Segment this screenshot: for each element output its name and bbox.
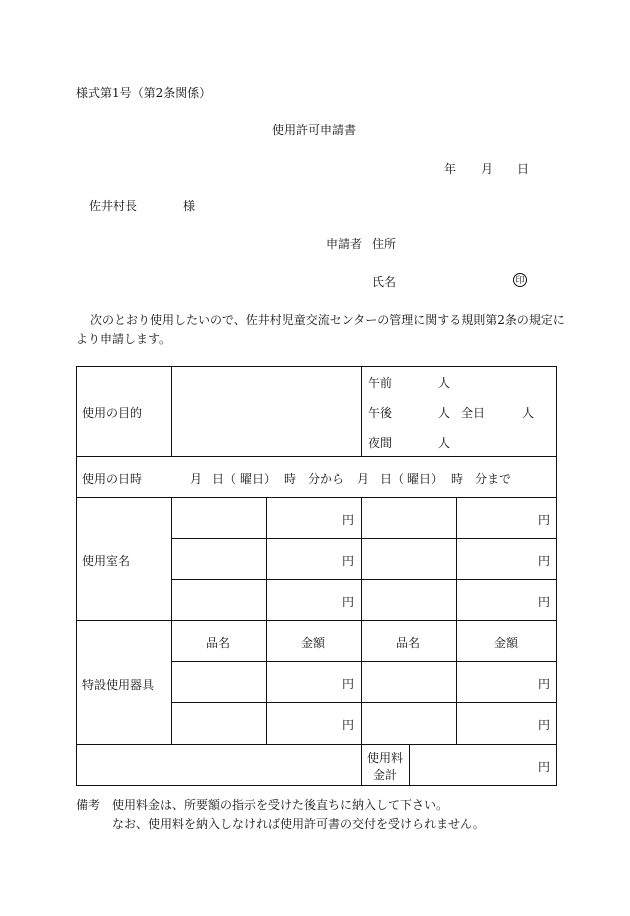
table-divider xyxy=(171,497,172,744)
addressee-name: 佐井村長 xyxy=(89,199,138,213)
table-divider xyxy=(76,497,557,498)
table-border-bottom xyxy=(76,785,557,786)
yen-unit: 円 xyxy=(538,718,551,732)
datetime-day: 日（ xyxy=(380,472,405,486)
table-divider xyxy=(171,538,557,539)
table-divider xyxy=(76,456,557,457)
address-label: 住所 xyxy=(372,237,397,251)
attendance-person-unit: 人 xyxy=(438,406,451,420)
attendance-person-unit: 人 xyxy=(438,436,451,450)
datetime-label: 使用の日時 xyxy=(82,472,143,486)
table-divider xyxy=(409,744,410,785)
yen-unit: 円 xyxy=(538,677,551,691)
attendance-person-unit: 人 xyxy=(438,376,451,390)
datetime-hour: 時 xyxy=(451,472,464,486)
attendance-morning-label: 午前 xyxy=(368,376,393,390)
table-divider xyxy=(456,497,457,744)
yen-unit: 円 xyxy=(538,513,551,527)
datetime-weekday: 曜日） xyxy=(407,472,444,486)
datetime-hour: 時 xyxy=(284,472,297,486)
table-border-left xyxy=(76,366,77,786)
attendance-night-label: 夜間 xyxy=(368,436,393,450)
table-divider xyxy=(171,661,557,662)
table-divider xyxy=(361,366,362,456)
table-divider xyxy=(171,579,557,580)
intro-line-1: 次のとおり使用したいので、佐井村児童交流センターの管理に関する規則第2条の規定に xyxy=(90,313,565,327)
yen-unit: 円 xyxy=(538,554,551,568)
table-divider xyxy=(76,744,557,745)
date-month-label: 月 xyxy=(481,162,494,176)
purpose-label: 使用の目的 xyxy=(82,406,143,420)
table-divider xyxy=(171,702,557,703)
yen-unit: 円 xyxy=(342,513,355,527)
datetime-month: 月 xyxy=(190,472,203,486)
form-title: 使用許可申請書 xyxy=(272,123,357,137)
yen-unit: 円 xyxy=(342,718,355,732)
table-divider xyxy=(171,366,172,456)
date-year-label: 年 xyxy=(444,162,457,176)
equipment-label: 特設使用器具 xyxy=(82,678,155,692)
name-label: 氏名 xyxy=(372,275,397,289)
total-yen-unit: 円 xyxy=(538,760,551,774)
table-divider xyxy=(76,620,557,621)
addressee-suffix: 様 xyxy=(183,199,196,213)
notes-label: 備考 xyxy=(76,798,101,812)
attendance-fullday-label: 全日 xyxy=(461,406,486,420)
applicant-label: 申請者 xyxy=(326,237,363,251)
seal-icon: 印 xyxy=(513,273,527,287)
table-divider xyxy=(361,497,362,785)
table-border-top xyxy=(76,366,557,367)
yen-unit: 円 xyxy=(342,677,355,691)
yen-unit: 円 xyxy=(538,595,551,609)
amount-header: 金額 xyxy=(301,636,326,650)
form-number: 様式第1号（第2条関係） xyxy=(76,86,212,100)
table-border-right xyxy=(556,366,557,786)
item-header: 品名 xyxy=(206,636,231,650)
intro-line-2: より申請します。 xyxy=(76,332,172,346)
yen-unit: 円 xyxy=(342,554,355,568)
date-day-label: 日 xyxy=(517,162,530,176)
table-divider xyxy=(266,497,267,744)
datetime-month: 月 xyxy=(357,472,370,486)
total-label-line-1: 使用料 xyxy=(367,751,404,765)
attendance-afternoon-label: 午後 xyxy=(368,406,393,420)
item-header: 品名 xyxy=(396,636,421,650)
notes-line-1: 使用料金は、所要額の指示を受けた後直ちに納入して下さい。 xyxy=(112,798,449,812)
amount-header: 金額 xyxy=(494,636,519,650)
attendance-person-unit: 人 xyxy=(522,406,535,420)
datetime-day: 日（ xyxy=(212,472,237,486)
notes-line-2: なお、使用料を納入しなければ使用許可書の交付を受けられません。 xyxy=(112,817,485,831)
datetime-from: 分から xyxy=(308,472,345,486)
room-label: 使用室名 xyxy=(82,554,131,568)
datetime-weekday: 曜日） xyxy=(240,472,277,486)
yen-unit: 円 xyxy=(342,595,355,609)
total-label-line-2: 金計 xyxy=(373,768,398,782)
datetime-until: 分まで xyxy=(475,472,512,486)
